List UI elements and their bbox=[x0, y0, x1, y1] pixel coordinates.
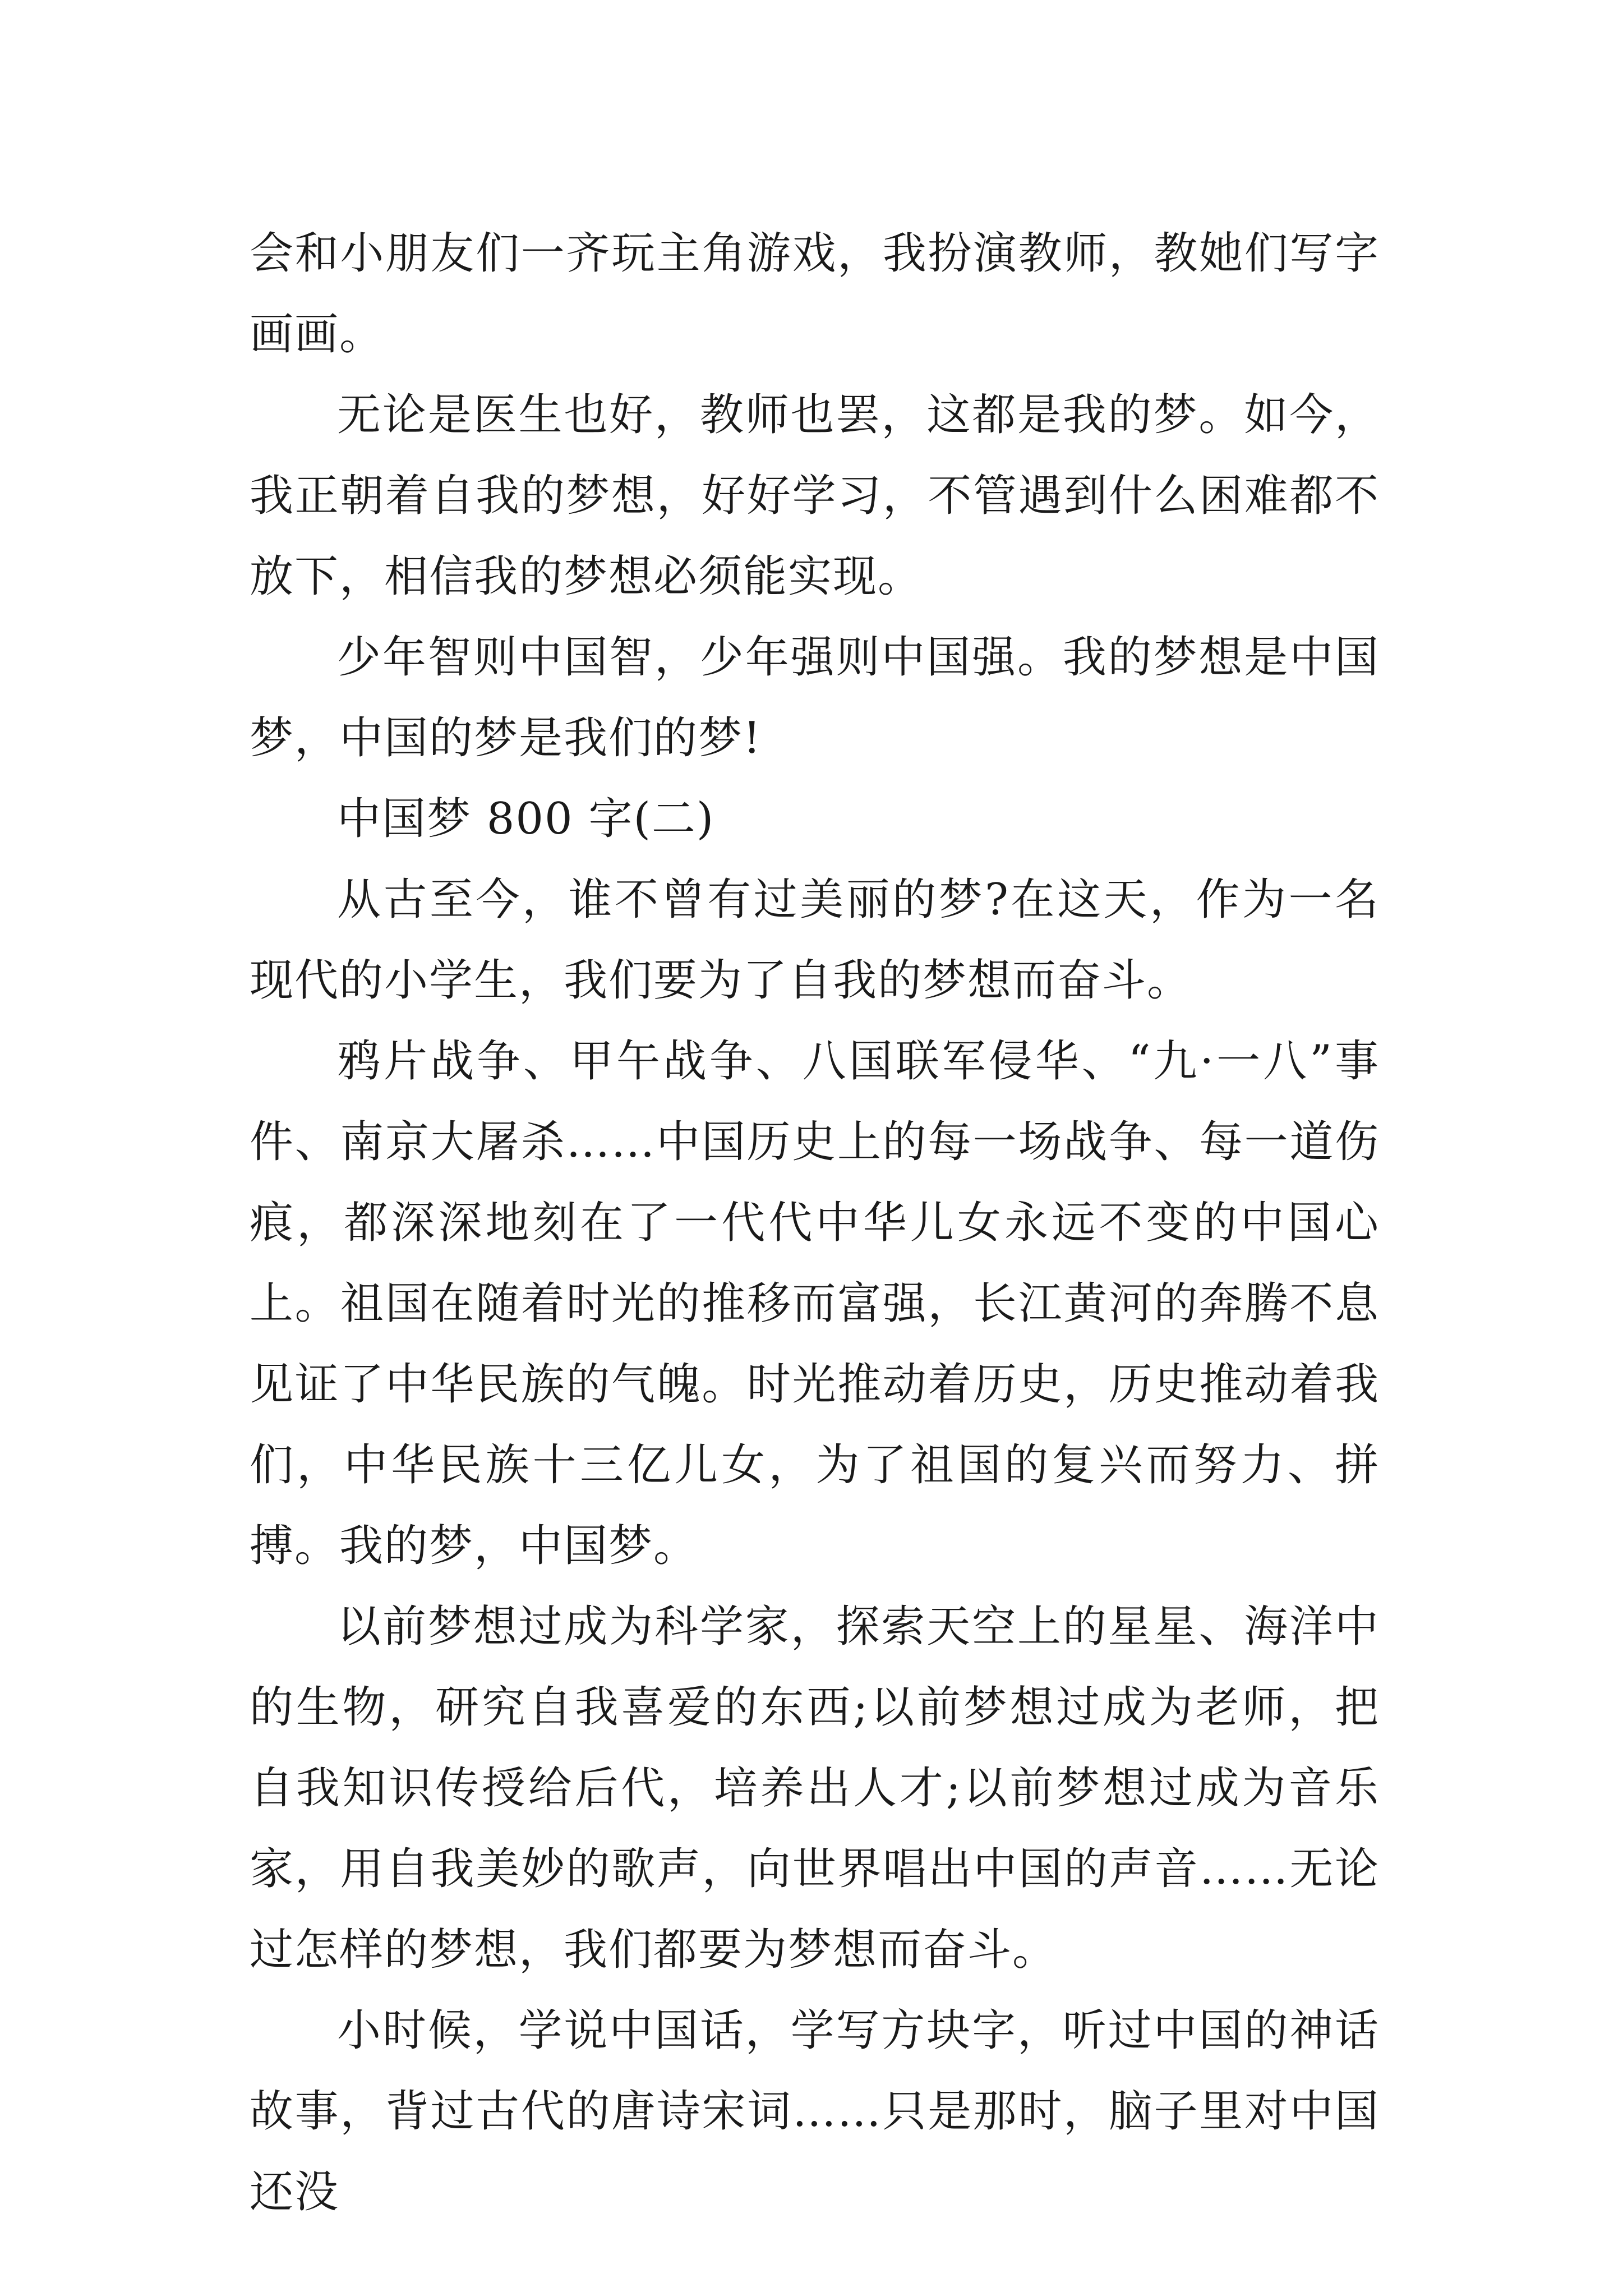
paragraph-8: 小时候，学说中国话，学写方块字，听过中国的神话故事，背过古代的唐诗宋词……只是那时，脑子里对中国还没 bbox=[250, 2005, 1380, 2217]
section-heading: 中国梦 800 字(二) bbox=[337, 794, 715, 844]
paragraph-3: 少年智则中国智，少年强则中国强。我的梦想是中国梦，中国的梦是我们的梦! bbox=[250, 632, 1380, 763]
paragraph-6: 鸦片战争、甲午战争、八国联军侵华、“九·一八”事件、南京大屠杀……中国历史上的每一场战争、每一道伤痕，都深深地刻在了一代代中华儿女永远不变的中国心上。祖国在随着时光的推移而富强，长江黄河的奔腾不息见证了中华民族的气魄。时光推动着历史，历史推动着我们，中华民族十三亿儿女，为了祖国的复兴而努力、拼搏。我的梦，中国梦。 bbox=[250, 1036, 1380, 1571]
paragraph-2: 无论是医生也好，教师也罢，这都是我的梦。如今，我正朝着自我的梦想，好好学习，不管遇到什么困难都不放下，相信我的梦想必须能实现。 bbox=[250, 390, 1380, 602]
paragraph-5: 从古至今，谁不曾有过美丽的梦?在这天，作为一名现代的小学生，我们要为了自我的梦想而奋斗。 bbox=[250, 875, 1380, 1006]
paragraph-1: 会和小朋友们一齐玩主角游戏，我扮演教师，教她们写字画画。 bbox=[250, 228, 1380, 360]
document-body bbox=[250, 213, 1380, 2233]
paragraph-7: 以前梦想过成为科学家，探索天空上的星星、海洋中的生物，研究自我喜爱的东西;以前梦想过成为老师，把自我知识传授给后代，培养出人才;以前梦想过成为音乐家，用自我美妙的歌声，向世界唱出中国的声音……无论过怎样的梦想，我们都要为梦想而奋斗。 bbox=[250, 1602, 1380, 1975]
